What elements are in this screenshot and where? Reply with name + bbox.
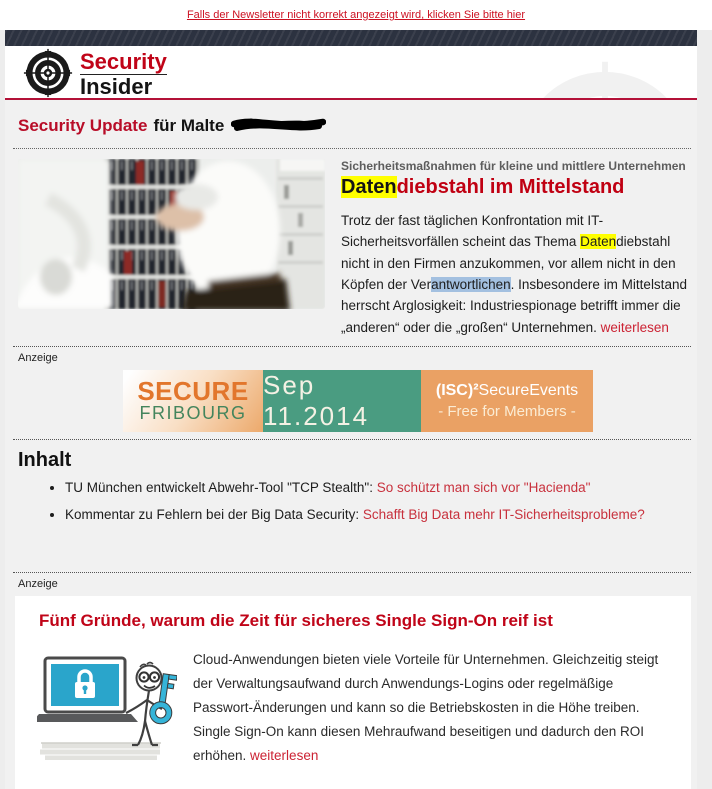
article-readmore-link[interactable]: weiterlesen (600, 319, 669, 335)
lead-article (13, 159, 691, 338)
toc-item (65, 477, 691, 499)
greeting-label: Security Update (18, 115, 148, 135)
body-blue-highlight: antwortlichen (431, 276, 511, 292)
brand-name-top: Security (80, 49, 167, 75)
webview-link[interactable]: Falls der Newsletter nicht korrekt angezeigt wird, klicken Sie bitte hier (186, 9, 526, 21)
toc-item-link[interactable]: Schafft Big Data mehr IT-Sicherheitsprobleme? (362, 506, 645, 522)
banner-segment-isc (421, 370, 593, 432)
banner-fribourg-text: FRIBOURG (139, 403, 247, 424)
newsletter-header (5, 46, 697, 100)
separator-dotted (13, 439, 691, 440)
laptop-lock-key-illustration-icon (37, 648, 177, 765)
sso-ad-headline[interactable]: Fünf Gründe, warum die Zeit für sicheres Single Sign-On reif ist (39, 611, 553, 631)
article-body (341, 210, 691, 338)
article-photo[interactable] (18, 159, 325, 309)
banner-segment-fribourg (123, 370, 263, 432)
sso-ad-body (193, 648, 675, 768)
toc-list (13, 477, 691, 525)
body-yellow-highlight: Daten (580, 234, 617, 250)
banner-date-text: Sep 11.2014 (263, 369, 370, 431)
sso-readmore-link[interactable]: weiterlesen (250, 748, 319, 764)
brand-logo[interactable] (23, 48, 167, 100)
brand-name-bottom: Insider (80, 74, 153, 100)
header-stripe-bar (5, 30, 697, 46)
toc-item-link[interactable]: So schützt man sich vor "Hacienda" (376, 479, 591, 495)
ad2-label: Anzeige (18, 578, 58, 591)
banner-secure-text: SECURE (137, 376, 249, 407)
newsletter-shell (5, 30, 697, 789)
body-part3: . Insbesondere im Mittelstand herrscht Arglosigkeit: Industriespionage betrifft immer die „anderen“ oder die „großen“ Unternehmen. (341, 276, 687, 335)
spacer (13, 530, 691, 572)
greeting-recipient: für Malte (153, 115, 225, 135)
banner-tagline: - Free for Members - (438, 402, 576, 420)
sso-ad-body-text: Cloud-Anwendungen bieten viele Vorteile für Unternehmen. Gleichzeitig steigt der Verwaltungsaufwand durch Anwendungs-Logins oder regelmäßige Passwort-Änderungen und kann so die Betriebskosten in die Höhe treiben. Single Sign-On kann diesen Mehraufwand beseitigen und dadurch den ROI erhöhen. (193, 652, 659, 764)
banner-isc-brand: (ISC)² (435, 381, 479, 399)
target-crosshair-icon (23, 48, 73, 100)
toc-item-text: TU München entwickelt Abwehr-Tool "TCP Stealth": (65, 479, 377, 495)
toc-item-text: Kommentar zu Fehlern bei der Big Data Security: (65, 506, 363, 522)
headline-highlighted-word: Daten (341, 176, 397, 198)
headline-rest: diebstahl im Mittelstand (396, 176, 625, 198)
article-kicker: Sicherheitsmaßnahmen für kleine und mittlere Unternehmen (341, 159, 686, 173)
table-of-contents (13, 449, 691, 525)
newsletter-body (5, 100, 697, 789)
toc-title: Inhalt (18, 448, 72, 471)
greeting-row (13, 108, 691, 149)
webview-notice-bar (0, 0, 712, 30)
body-part1: Trotz der fast täglichen Konfrontation mit IT-Sicherheitsvorfällen scheint das Thema (341, 213, 604, 250)
secure-events-ad-banner[interactable] (123, 370, 593, 432)
redacted-name-scribble (231, 116, 326, 137)
sso-ad-box (15, 596, 691, 789)
article-headline[interactable] (341, 176, 691, 199)
banner-isc-events: SecureEvents (478, 381, 579, 399)
banner-segment-date (263, 370, 421, 432)
article-text-column (341, 159, 691, 338)
toc-item (65, 504, 691, 526)
body-part2: diebstahl nicht in den Firmen anzukommen, vor allem nicht in den Köpfen der Ver (341, 234, 676, 292)
target-watermark-icon (505, 58, 697, 100)
ad1-label: Anzeige (18, 351, 58, 364)
